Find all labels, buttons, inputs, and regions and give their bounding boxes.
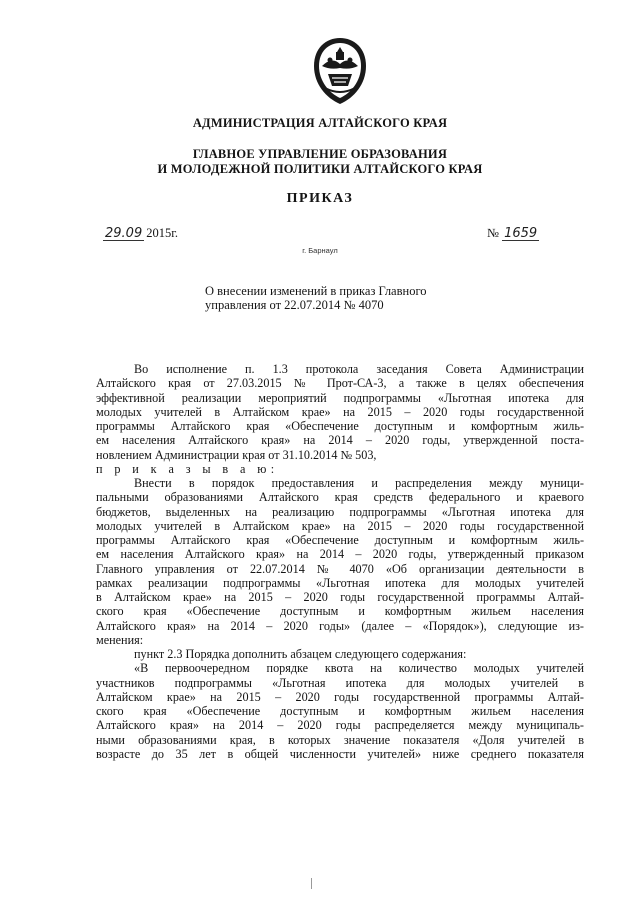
body-line: бюджетов, выделенных на реализацию подпрограммы «Льготная ипотека для (96, 504, 584, 519)
body-line: Алтайского края» на 2014 – 2020 годы распределяется между муниципаль- (96, 718, 584, 733)
body-line: программы Алтайского края «Обеспечение доступным и комфортным жиль- (96, 533, 584, 547)
body-line: рамках реализации подпрограммы «Льготная ипотека для молодых учителей (96, 575, 584, 590)
subject-line: управления от 22.07.2014 № 4070 (205, 298, 384, 312)
order-date (103, 226, 178, 241)
body-line: менения: (96, 632, 144, 647)
body-line: участников подпрограммы «Льготная ипотека для молодых учителей в (96, 675, 584, 690)
subject-line: О внесении изменений в приказ Главного (205, 284, 427, 298)
handwritten-number: 1659 (504, 226, 538, 241)
body-line: в Алтайском крае» на 2015 – 2020 годы государственной программы Алтай- (96, 590, 584, 604)
body-line: «В первоочередном порядке квота на количество молодых учителей (134, 661, 584, 676)
department-title-line-1: ГЛАВНОЕ УПРАВЛЕНИЕ ОБРАЗОВАНИЯ (192, 147, 448, 161)
body-line: пункт 2.3 Порядка дополнить абзацем следующего содержания: (134, 647, 467, 661)
document-type-title: ПРИКАЗ (286, 191, 354, 206)
body-line: молодых учителей в Алтайском крае» на 2015 – 2020 годы государственной (96, 518, 584, 533)
date-year: 2015г. (146, 226, 179, 240)
body-line: молодых учителей в Алтайском крае» на 2015 – 2020 годы государственной (96, 404, 584, 419)
body-line: Алтайского края от 27.03.2015 № Прот-СА-3, а также в целях обеспечения (96, 376, 584, 391)
scan-mark-divider (311, 878, 312, 889)
coat-of-arms-altai-krai-emblem (308, 36, 372, 106)
body-line: ными образованиями края, в которых значение показателя «Доля учителей в (96, 732, 584, 747)
body-line: пальными образованиями Алтайского края средств федерального и краевого (96, 490, 584, 505)
order-subject (205, 284, 505, 312)
body-line: эффективной реализации мероприятий подпрограммы «Льготная ипотека для (96, 390, 584, 405)
body-line: ского края «Обеспечение доступным и комфортным жильем населения (96, 604, 584, 619)
body-line: ем населения Алтайского края» на 2014 – 2020 годы, утвержденной поста- (96, 433, 584, 448)
body-line: Внести в порядок предоставления и распределения между муници- (134, 476, 584, 490)
city-label: г. Барнаул (302, 246, 338, 255)
issuer-title: АДМИНИСТРАЦИЯ АЛТАЙСКОГО КРАЯ (192, 116, 448, 130)
body-line: ского края «Обеспечение доступным и комфортным жильем населения (96, 704, 584, 718)
department-title (0, 147, 640, 177)
body-line: Во исполнение п. 1.3 протокола заседания Совета Администрации (134, 362, 584, 376)
body-line: ем населения Алтайского края» на 2014 – 2020 годы, утвержденный приказом (96, 547, 584, 562)
department-title-line-2: И МОЛОДЕЖНОЙ ПОЛИТИКИ АЛТАЙСКОГО КРАЯ (157, 162, 483, 176)
handwritten-date: 29.09 (105, 226, 143, 241)
order-body (96, 362, 584, 761)
body-line: новлением Администрации края от 31.10.2014 № 503, (96, 447, 377, 462)
body-line: программы Алтайского края «Обеспечение доступным и комфортным жиль- (96, 419, 584, 433)
order-number (487, 226, 539, 241)
body-line: Алтайского края» на 2014 – 2020 годы» (далее – «Порядок»), следующие из- (96, 618, 584, 633)
body-line: возрасте до 35 лет в общей численности учителей» ниже среднего показателя (96, 746, 584, 761)
number-sign: № (487, 226, 499, 240)
body-line: Главного управления от 22.07.2014 № 4070 «Об организации деятельности в (96, 561, 584, 576)
body-line: Алтайском крае» на 2015 – 2020 годы государственной программы Алтай- (96, 689, 584, 704)
order-directive: п р и к а з ы в а ю: (96, 461, 279, 476)
